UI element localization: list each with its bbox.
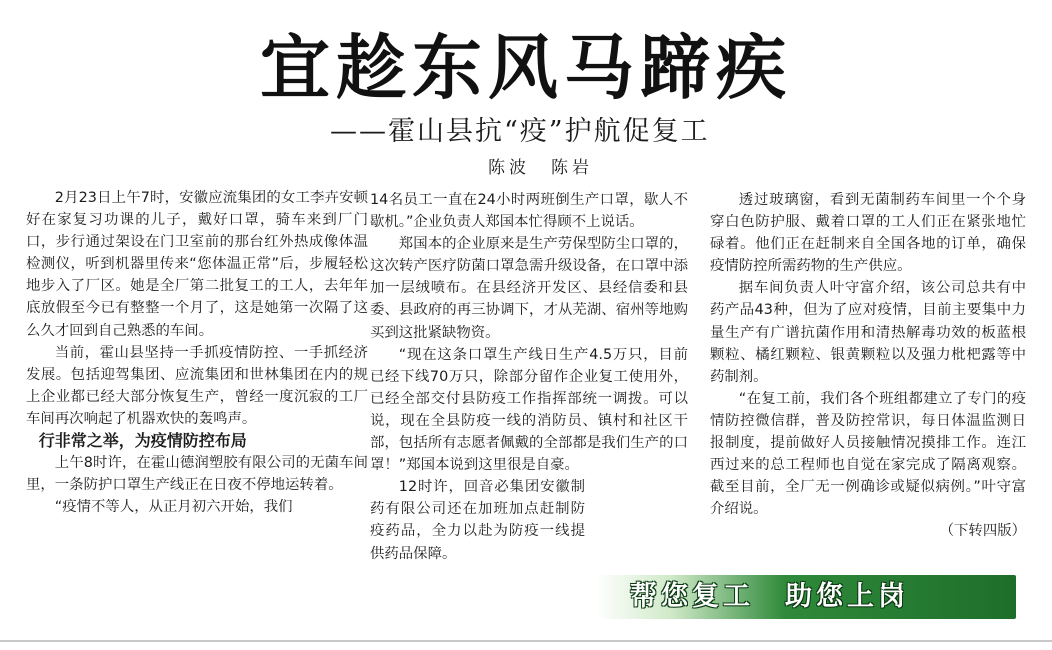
promo-banner-text: 帮您复工 助您上岗 — [630, 581, 909, 612]
paragraph: 12时许，回音必集团安徽制药有限公司还在加班加点赶制防疫药品，全力以赴为防疫一线提供药品保障。 — [370, 479, 585, 562]
article-byline: 陈波 陈岩 — [488, 158, 593, 178]
article-column-1 — [26, 187, 368, 518]
paragraph: “疫情不等人，从正月初六开始，我们 — [54, 499, 293, 516]
paragraph: 当前，霍山县坚持一手抓疫情防控、一手抓经济发展。包括迎驾集团、应流集团和世林集团在内的规上企业都已经大部分恢复生产，曾经一度沉寂的工厂车间再次响起了机器欢快的轰鸣声。 — [26, 344, 368, 427]
section-subheading: 行非常之举，为疫情防控布局 — [38, 431, 247, 451]
article-title: 宜趁东风马蹄疾 — [260, 26, 792, 109]
paragraph: 郑国本的企业原来是生产劳保型防尘口罩的，这次转产医疗防菌口罩急需升级设备，在口罩中添加一层绒喷布。在县经济开发区、县经信委和县委、县政府的再三协调下，才从芜湖、宿州等地购买到这批紧缺物资。 — [370, 236, 688, 341]
page-bottom-divider — [0, 640, 1052, 642]
paragraph: “在复工前，我们各个班组都建立了专门的疫情防控微信群，普及防控常识，每日体温监测日报制度，提前做好人员接触情况摸排工作。连江西过来的总工程师也自觉在家完成了隔离观察。截至目前，全厂无一例确诊或疑似病例。”叶守富介绍说。 — [710, 390, 1026, 518]
continued-reference: （下转四版） — [939, 523, 1026, 540]
paragraph: 上午8时许，在霍山德润塑胶有限公司的无菌车间里，一条防护口罩生产线正在日夜不停地运转着。 — [26, 455, 368, 494]
paragraph: “现在这条口罩生产线日生产4.5万只，目前已经下线70万只，除部分留作企业复工使用外，已经全部交付县防疫工作指挥部统一调拨。可以说，现在全县防疫一线的消防员、镇村和社区干部，包括所有志愿者佩戴的全部都是我们生产的口罩！”郑国本说到这里很是自豪。 — [370, 346, 688, 474]
promo-banner — [596, 575, 1016, 619]
paragraph: 据车间负责人叶守富介绍，该公司总共有中药产品43种，但为了应对疫情，目前主要集中力量生产有广谱抗菌作用和清热解毒功效的板蓝根颗粒、橘红颗粒、银黄颗粒以及强力枇杷露等中药制剂。 — [710, 280, 1026, 385]
paragraph: 14名员工一直在24小时两班倒生产口罩，歇人不歇机。”企业负责人郑国本忙得顾不上说话。 — [370, 192, 688, 231]
paragraph: 2月23日上午7时，安徽应流集团的女工李卉安顿好在家复习功课的儿子，戴好口罩，骑车来到厂门口，步行通过架设在门卫室前的那台红外热成像体温检测仪，听到机器里传来“您体温正常”后，步履轻松地步入了厂区。她是全厂第二批复工的工人，去年年底放假至今已有整整一个月了，这是她第一次隔了这么久才回到自己熟悉的车间。 — [26, 190, 368, 339]
paragraph: 透过玻璃窗，看到无菌制药车间里一个个身穿白色防护服、戴着口罩的工人们正在紧张地忙碌着。他们正在赶制来自全国各地的订单，确保疫情防控所需药物的生产供应。 — [710, 192, 1026, 275]
article-column-2 — [370, 189, 688, 565]
article-subtitle: ——霍山县抗“疫”护航促复工 — [330, 116, 710, 147]
article-column-3 — [710, 189, 1026, 543]
